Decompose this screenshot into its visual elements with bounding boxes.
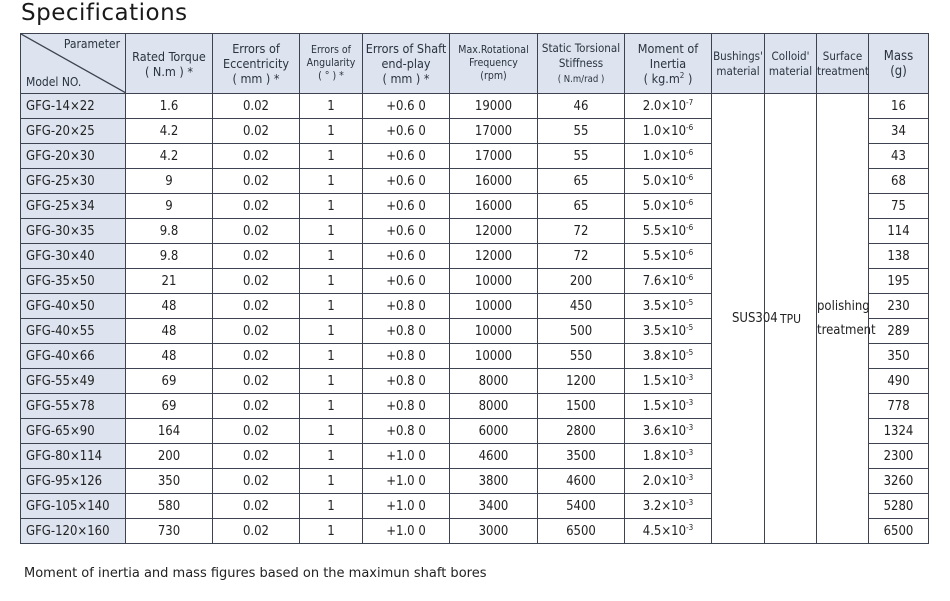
angularity-cell: 1 [300,169,363,194]
static-torsional-stiffness-cell: 2800 [538,419,625,444]
eccentricity-cell: 0.02 [213,469,300,494]
shaft-end-play-cell: +0.6 0 [363,244,450,269]
moi-exponent: -3 [686,372,694,382]
moment-of-inertia-cell [625,194,712,219]
eccentricity-cell: 0.02 [213,194,300,219]
rated-torque-cell: 21 [126,269,213,294]
specifications-table [20,33,929,544]
model-cell: GFG-120×160 [21,519,126,544]
max-rotational-frequency-cell: 3000 [450,519,538,544]
moi-exponent: -6 [686,222,694,232]
max-rotational-frequency-cell: 17000 [450,144,538,169]
eccentricity-cell: 0.02 [213,444,300,469]
moi-exponent: -6 [686,147,694,157]
moi-exponent: -6 [686,197,694,207]
mass-cell: 75 [869,194,929,219]
shaft-end-play-cell: +1.0 0 [363,494,450,519]
moi-exponent: -5 [686,347,694,357]
header-parameter-model [21,34,126,94]
moi-exponent: -6 [686,122,694,132]
model-cell: GFG-80×114 [21,444,126,469]
mass-cell: 778 [869,394,929,419]
rated-torque-cell: 4.2 [126,144,213,169]
header-moment-of-inertia: Moment of Inertia ( $kg.m^2$ ) [625,34,712,94]
moment-of-inertia-cell [625,419,712,444]
rated-torque-cell: 48 [126,344,213,369]
surface-treatment-cell [817,94,876,544]
angularity-cell: 1 [300,294,363,319]
mass-cell: 2300 [869,444,929,469]
model-cell: GFG-25×34 [21,194,126,219]
moi-base: 3.6×10 [642,423,687,439]
moment-of-inertia-cell [625,319,712,344]
eccentricity-cell: 0.02 [213,519,300,544]
max-rotational-frequency-cell: 17000 [450,119,538,144]
colloid-material-cell: TPU [765,94,817,544]
mass-cell: 350 [869,344,929,369]
bushings-material-cell [712,94,778,544]
moi-exponent: -6 [686,247,694,257]
moment-of-inertia-cell [625,444,712,469]
moi-base: 3.5×10 [642,323,687,339]
shaft-end-play-cell: +0.8 0 [363,294,450,319]
static-torsional-stiffness-cell: 72 [538,219,625,244]
moi-exponent: -3 [686,447,694,457]
rated-torque-cell: 4.2 [126,119,213,144]
mass-cell: 490 [869,369,929,394]
eccentricity-cell: 0.02 [213,244,300,269]
page-title: Specifications [21,0,188,26]
footnote: Moment of inertia and mass figures based on the maximun shaft bores [24,566,487,581]
mass-cell: 230 [869,294,929,319]
max-rotational-frequency-cell: 10000 [450,344,538,369]
rated-torque-cell: 730 [126,519,213,544]
moi-exponent: -3 [686,472,694,482]
max-rotational-frequency-cell: 4600 [450,444,538,469]
moi-base: 5.5×10 [642,223,687,239]
moi-base: 5.5×10 [642,248,687,264]
angularity-cell: 1 [300,444,363,469]
static-torsional-stiffness-cell: 65 [538,169,625,194]
moment-of-inertia-cell [625,94,712,119]
eccentricity-cell: 0.02 [213,319,300,344]
model-cell: GFG-105×140 [21,494,126,519]
moment-of-inertia-cell [625,119,712,144]
header-rated-torque: Rated Torque ( N.m ) * [126,34,213,94]
moment-of-inertia-cell [625,369,712,394]
model-cell: GFG-40×50 [21,294,126,319]
moi-exponent: -6 [686,272,694,282]
shaft-end-play-cell: +0.6 0 [363,144,450,169]
angularity-cell: 1 [300,369,363,394]
moment-of-inertia-cell [625,394,712,419]
rated-torque-cell: 9.8 [126,219,213,244]
angularity-cell: 1 [300,419,363,444]
mass-cell: 68 [869,169,929,194]
model-cell: GFG-40×55 [21,319,126,344]
eccentricity-cell: 0.02 [213,369,300,394]
static-torsional-stiffness-cell: 1500 [538,394,625,419]
max-rotational-frequency-cell: 8000 [450,369,538,394]
static-torsional-stiffness-cell: 1200 [538,369,625,394]
angularity-cell: 1 [300,244,363,269]
rated-torque-cell: 1.6 [126,94,213,119]
moi-exponent: -5 [686,322,694,332]
max-rotational-frequency-cell: 3400 [450,494,538,519]
header-parameter: Parameter [63,37,120,51]
model-cell: GFG-95×126 [21,469,126,494]
angularity-cell: 1 [300,94,363,119]
shaft-end-play-cell: +0.6 0 [363,119,450,144]
mass-cell: 43 [869,144,929,169]
mass-cell: 138 [869,244,929,269]
rated-torque-cell: 164 [126,419,213,444]
model-cell: GFG-20×30 [21,144,126,169]
header-surface-treatment: Surface treatment [817,34,869,94]
angularity-cell: 1 [300,119,363,144]
model-cell: GFG-25×30 [21,169,126,194]
model-cell: GFG-14×22 [21,94,126,119]
max-rotational-frequency-cell: 10000 [450,319,538,344]
max-rotational-frequency-cell: 16000 [450,169,538,194]
eccentricity-cell: 0.02 [213,344,300,369]
model-cell: GFG-30×35 [21,219,126,244]
moi-base: 5.0×10 [642,173,687,189]
static-torsional-stiffness-cell: 550 [538,344,625,369]
angularity-cell: 1 [300,494,363,519]
static-torsional-stiffness-cell: 5400 [538,494,625,519]
mass-cell: 5280 [869,494,929,519]
shaft-end-play-cell: +0.6 0 [363,269,450,294]
mass-cell: 34 [869,119,929,144]
eccentricity-cell: 0.02 [213,269,300,294]
max-rotational-frequency-cell: 10000 [450,294,538,319]
moi-base: 1.5×10 [642,398,687,414]
moment-of-inertia-cell [625,269,712,294]
eccentricity-cell: 0.02 [213,169,300,194]
max-rotational-frequency-cell: 3800 [450,469,538,494]
shaft-end-play-cell: +1.0 0 [363,444,450,469]
moi-base: 5.0×10 [642,198,687,214]
moi-base: 2.0×10 [642,473,687,489]
mass-cell: 114 [869,219,929,244]
moment-of-inertia-cell [625,144,712,169]
angularity-cell: 1 [300,519,363,544]
mass-cell: 195 [869,269,929,294]
rated-torque-cell: 69 [126,369,213,394]
moi-exponent: -3 [686,422,694,432]
mass-cell: 289 [869,319,929,344]
static-torsional-stiffness-cell: 65 [538,194,625,219]
moment-of-inertia-cell [625,469,712,494]
model-cell: GFG-55×49 [21,369,126,394]
moi-exponent: -3 [686,497,694,507]
eccentricity-cell: 0.02 [213,119,300,144]
shaft-end-play-cell: +0.6 0 [363,194,450,219]
max-rotational-frequency-cell: 12000 [450,244,538,269]
header-shaft-end-play: Errors of Shaft end-play ( mm ) * [363,34,450,94]
moi-base: 1.0×10 [642,123,687,139]
rated-torque-cell: 9 [126,169,213,194]
bushings-material-value: SUS304 [732,311,778,326]
table-row [21,94,929,119]
model-cell: GFG-40×66 [21,344,126,369]
shaft-end-play-cell: +0.8 0 [363,419,450,444]
moi-base: 7.6×10 [642,273,687,289]
header-angularity: Errors of Angularity ( ° ) * [300,34,363,94]
header-static-torsional-stiffness: Static Torsional Stiffness ( N.m/rad ) [538,34,625,94]
moi-exponent: -3 [686,397,694,407]
shaft-end-play-cell: +0.8 0 [363,319,450,344]
rated-torque-cell: 48 [126,294,213,319]
static-torsional-stiffness-cell: 3500 [538,444,625,469]
moment-of-inertia-cell [625,519,712,544]
model-cell: GFG-65×90 [21,419,126,444]
model-cell: GFG-20×25 [21,119,126,144]
model-cell: GFG-35×50 [21,269,126,294]
shaft-end-play-cell: +0.6 0 [363,219,450,244]
angularity-cell: 1 [300,144,363,169]
static-torsional-stiffness-cell: 72 [538,244,625,269]
shaft-end-play-cell: +0.8 0 [363,394,450,419]
shaft-end-play-cell: +1.0 0 [363,469,450,494]
static-torsional-stiffness-cell: 200 [538,269,625,294]
rated-torque-cell: 580 [126,494,213,519]
eccentricity-cell: 0.02 [213,419,300,444]
angularity-cell: 1 [300,194,363,219]
static-torsional-stiffness-cell: 450 [538,294,625,319]
header-colloid-material: Colloid' material [765,34,817,94]
rated-torque-cell: 9 [126,194,213,219]
moi-exponent: -6 [686,172,694,182]
mass-cell: 16 [869,94,929,119]
angularity-cell: 1 [300,319,363,344]
header-max-rotational-frequency: Max.Rotational Frequency (rpm) [450,34,538,94]
moi-base: 3.2×10 [642,498,687,514]
moment-of-inertia-cell [625,169,712,194]
moi-base: 1.0×10 [642,148,687,164]
header-row [21,34,929,94]
max-rotational-frequency-cell: 16000 [450,194,538,219]
moment-of-inertia-cell [625,219,712,244]
eccentricity-cell: 0.02 [213,144,300,169]
moment-of-inertia-cell [625,344,712,369]
angularity-cell: 1 [300,469,363,494]
rated-torque-cell: 200 [126,444,213,469]
static-torsional-stiffness-cell: 46 [538,94,625,119]
surface-treatment-line-2: treatment [817,322,876,338]
model-cell: GFG-30×40 [21,244,126,269]
header-model-no: Model NO. [26,75,82,89]
surface-treatment-line-1: polishing [817,298,870,314]
max-rotational-frequency-cell: 19000 [450,94,538,119]
header-mass: Mass (g) [869,34,929,94]
max-rotational-frequency-cell: 8000 [450,394,538,419]
moi-exponent: -3 [686,522,694,532]
max-rotational-frequency-cell: 10000 [450,269,538,294]
rated-torque-cell: 48 [126,319,213,344]
angularity-cell: 1 [300,394,363,419]
moi-base: 1.5×10 [642,373,687,389]
moment-of-inertia-cell [625,294,712,319]
eccentricity-cell: 0.02 [213,94,300,119]
mass-cell: 1324 [869,419,929,444]
eccentricity-cell: 0.02 [213,494,300,519]
max-rotational-frequency-cell: 6000 [450,419,538,444]
moment-of-inertia-cell [625,494,712,519]
max-rotational-frequency-cell: 12000 [450,219,538,244]
eccentricity-cell: 0.02 [213,294,300,319]
static-torsional-stiffness-cell: 500 [538,319,625,344]
static-torsional-stiffness-cell: 6500 [538,519,625,544]
header-eccentricity: Errors of Eccentricity ( mm ) * [213,34,300,94]
shaft-end-play-cell: +0.6 0 [363,94,450,119]
moi-base: 3.8×10 [642,348,687,364]
rated-torque-cell: 9.8 [126,244,213,269]
shaft-end-play-cell: +0.8 0 [363,369,450,394]
shaft-end-play-cell: +0.8 0 [363,344,450,369]
rated-torque-cell: 350 [126,469,213,494]
moi-exponent: -7 [686,97,694,107]
rated-torque-cell: 69 [126,394,213,419]
table-body [21,94,929,544]
moi-base: 2.0×10 [642,98,687,114]
mass-cell: 6500 [869,519,929,544]
angularity-cell: 1 [300,344,363,369]
angularity-cell: 1 [300,269,363,294]
moi-exponent: -5 [686,297,694,307]
moi-base: 3.5×10 [642,298,687,314]
static-torsional-stiffness-cell: 4600 [538,469,625,494]
header-bushings-material: Bushings' material [712,34,765,94]
model-cell: GFG-55×78 [21,394,126,419]
moi-base: 4.5×10 [642,523,687,539]
moi-base: 1.8×10 [642,448,687,464]
static-torsional-stiffness-cell: 55 [538,119,625,144]
moment-of-inertia-cell [625,244,712,269]
shaft-end-play-cell: +0.6 0 [363,169,450,194]
shaft-end-play-cell: +1.0 0 [363,519,450,544]
mass-cell: 3260 [869,469,929,494]
angularity-cell: 1 [300,219,363,244]
eccentricity-cell: 0.02 [213,219,300,244]
eccentricity-cell: 0.02 [213,394,300,419]
static-torsional-stiffness-cell: 55 [538,144,625,169]
